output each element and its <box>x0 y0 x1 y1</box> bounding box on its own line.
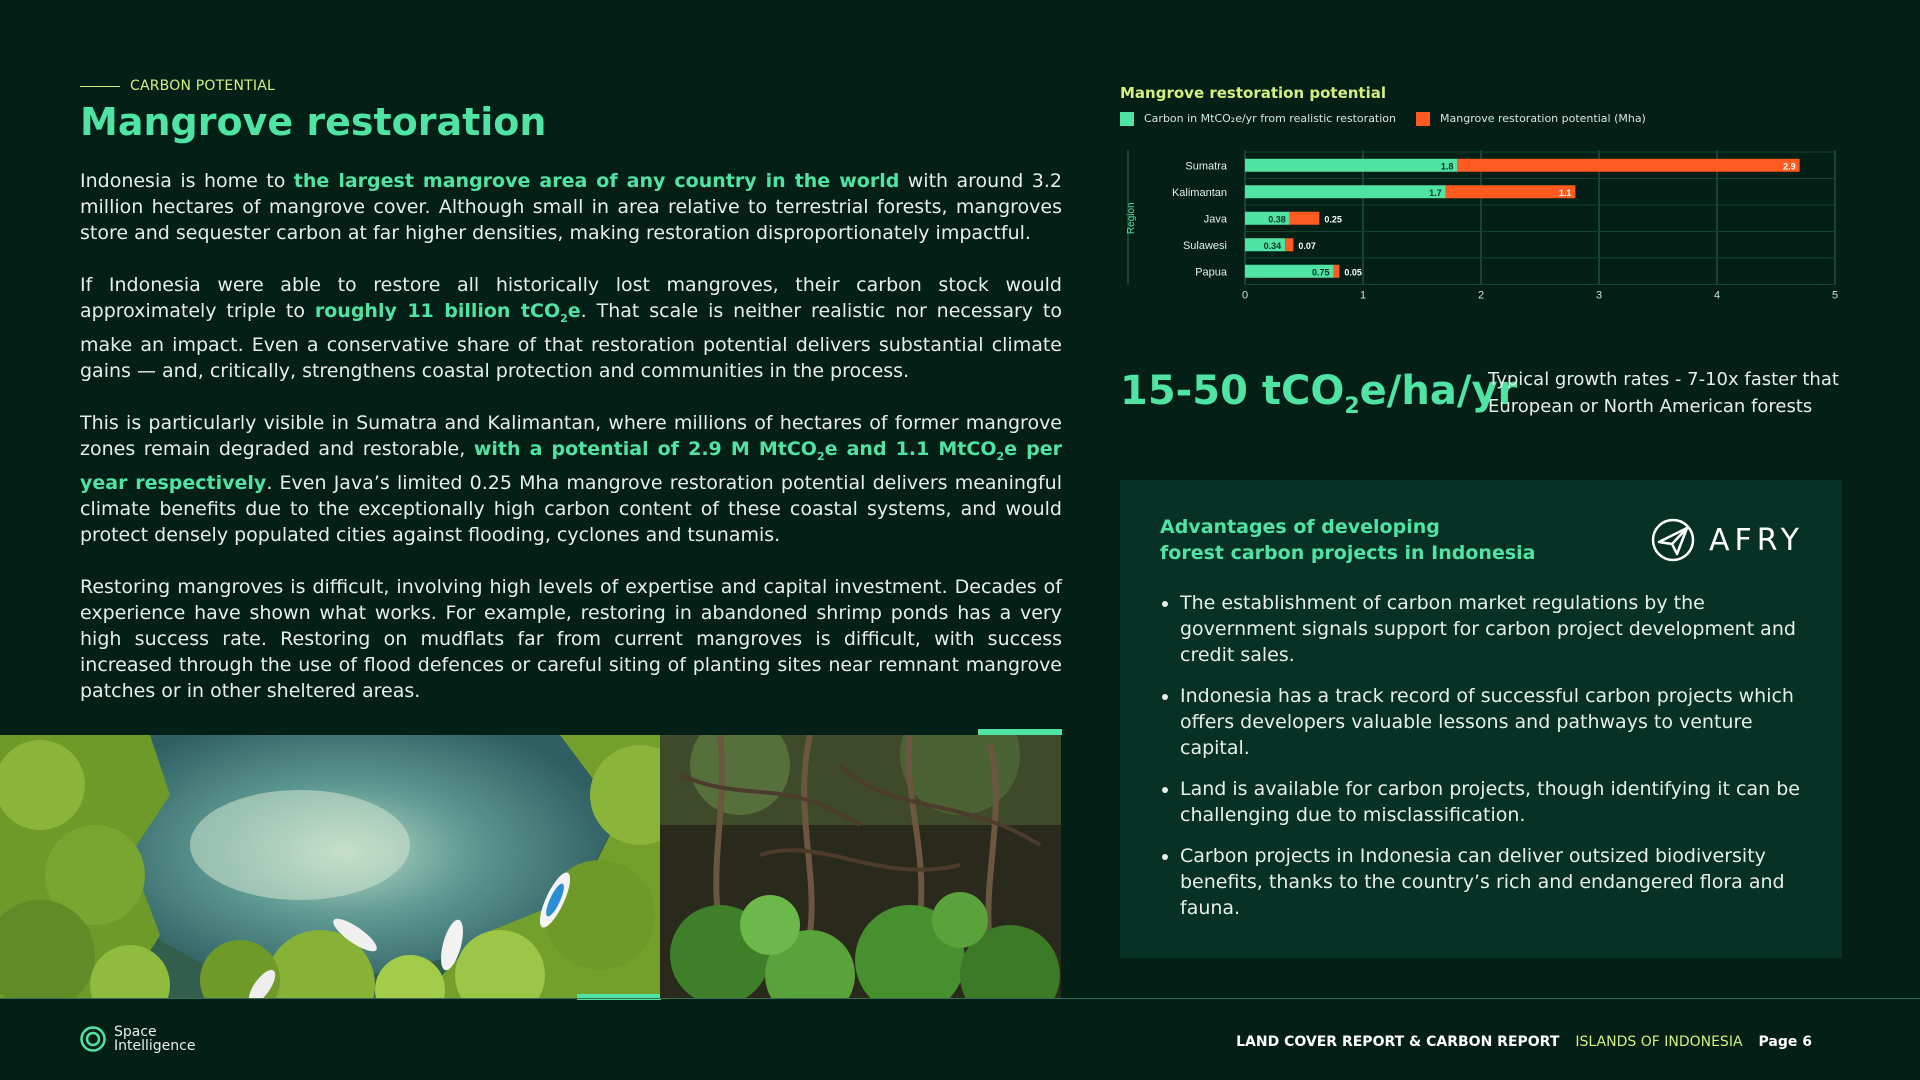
data-label-carbon: 1.8 <box>1440 161 1454 172</box>
advantage-item: • Indonesia has a track record of successful carbon projects which offers developers valuable lessons and pathways to venture capital. <box>1180 683 1820 761</box>
panel-title-line-2: forest carbon projects in Indonesia <box>1160 542 1536 564</box>
paragraph-4: Restoring mangroves is difficult, involving high levels of expertise and capital investment. Decades of experience have shown what works. For example, restoring in abandoned shrimp ponds has a very high success rate. Restoring on mudflats far from current mangroves is difficult, with success increased through the use of flood defences or careful siting of planting sites near remnant mangrove patches or in other sheltered areas. <box>80 575 1062 702</box>
x-tick-label: 1 <box>1359 289 1367 302</box>
panel-title-line-1: Advantages of developing <box>1160 516 1440 538</box>
x-tick-label: 4 <box>1713 289 1721 302</box>
stat-value-sub: 2 <box>1344 394 1360 419</box>
p1-text-a: Indonesia is home to <box>80 170 294 192</box>
logo-line-2: Intelligence <box>114 1038 196 1054</box>
photo-accent-bar-right <box>978 729 1062 735</box>
data-label-carbon: 0.34 <box>1263 240 1282 251</box>
p2-highlight-sub: 2 <box>560 311 568 325</box>
p2-highlight <box>314 300 581 325</box>
mangrove-roots-photo <box>660 735 1061 999</box>
bar-carbon <box>1245 185 1446 198</box>
data-label-potential: 1.1 <box>1558 187 1572 198</box>
legend-item-carbon <box>1120 112 1396 126</box>
data-label-carbon: 1.7 <box>1429 187 1442 198</box>
paragraph-3 <box>80 410 1062 548</box>
paragraph-1 <box>80 168 1062 246</box>
space-intelligence-logo-icon <box>80 1026 106 1052</box>
p3-text-b: . Even Java’s limited 0.25 Mha mangrove restoration potential delivers meaningful climate benefits due to the exceptionally high carbon content of these coastal systems, and would protect densely populated cities against flooding, cyclones and tsunamis. <box>80 471 1062 546</box>
advantage-item: • The establishment of carbon market regulations by the government signals support for carbon project development and credit sales. <box>1180 590 1820 668</box>
category-label: Sumatra <box>1185 160 1227 173</box>
bar-potential <box>1334 265 1340 278</box>
p2-text-b: . That scale is neither realistic nor necessary to make an impact. Even a conservative share of that restoration potential delivers substantial climate gains — and, critically, strengthens coastal protection and communities in the process. <box>80 300 1063 382</box>
x-tick-label: 0 <box>1241 289 1249 302</box>
paragraph-2 <box>80 272 1062 384</box>
section-eyebrow <box>80 78 275 94</box>
bar-chart <box>1120 140 1860 320</box>
p3-sub2: 2 <box>996 449 1005 463</box>
aerial-mangrove-photo <box>0 735 660 999</box>
data-label-potential: 0.07 <box>1298 240 1316 251</box>
legend-swatch-carbon <box>1120 112 1134 126</box>
category-label: Sulawesi <box>1182 239 1227 252</box>
stat-value-pre: 15-50 tCO <box>1120 368 1345 414</box>
page-title: Mangrove restoration <box>80 100 547 144</box>
panel-title <box>1160 514 1535 566</box>
legend-swatch-potential <box>1416 112 1430 126</box>
growth-rate-description: Typical growth rates - 7-10x faster that European or North American forests <box>1488 369 1839 417</box>
x-tick-label: 3 <box>1595 289 1603 302</box>
legend-label-carbon: Carbon in MtCO₂e/yr from realistic restoration <box>1144 112 1397 125</box>
logo-line-1: Space <box>114 1024 157 1040</box>
afry-logo-icon <box>1651 518 1695 562</box>
category-label: Java <box>1203 213 1227 226</box>
logo-wordmark <box>114 1025 195 1053</box>
p3-hl1: with a potential of 2.9 M MtCO <box>473 437 817 460</box>
bar-potential <box>1285 238 1293 251</box>
footer-divider <box>0 998 1920 999</box>
footer-meta <box>1236 1034 1812 1050</box>
p2-highlight-post: e <box>567 300 581 322</box>
p1-highlight: the largest mangrove area of any country in the world <box>293 170 900 192</box>
p3-hl3: e per year respectively <box>80 437 1062 494</box>
footer-section: ISLANDS OF INDONESIA <box>1575 1034 1743 1050</box>
aerial-mangrove-illustration <box>0 735 660 999</box>
p3-sub1: 2 <box>816 449 825 463</box>
advantages-panel <box>1120 480 1842 958</box>
p3-hl2: e and 1.1 MtCO <box>824 437 997 460</box>
photo-accent-bar-left <box>577 994 661 1000</box>
x-tick-label: 2 <box>1477 289 1485 302</box>
bar-carbon <box>1245 159 1457 172</box>
p2-highlight-pre: roughly 11 billion tCO <box>314 300 561 322</box>
legend-item-potential <box>1416 112 1646 126</box>
p2-text-a: If Indonesia were able to restore all historically lost mangroves, their carbon stock would approximately triple to <box>80 274 1062 322</box>
bar-potential <box>1457 159 1799 172</box>
advantage-item: • Carbon projects in Indonesia can deliver outsized biodiversity benefits, thanks to the country’s rich and endangered flora and fauna. <box>1180 843 1820 921</box>
growth-rate-stat <box>1120 368 1517 419</box>
chart-title: Mangrove restoration potential <box>1120 84 1386 102</box>
category-label: Papua <box>1195 266 1227 279</box>
p3-text-a: This is particularly visible in Sumatra and Kalimantan, where millions of hectares of former mangrove zones remain degraded and restorable, <box>80 411 1062 460</box>
advantages-list <box>1160 590 1820 936</box>
body-text <box>80 168 1062 730</box>
data-label-potential: 2.9 <box>1783 161 1796 172</box>
chart-legend <box>1120 112 1646 126</box>
y-axis-label: Region <box>1126 202 1137 235</box>
footer-report-title: LAND COVER REPORT & CARBON REPORT <box>1236 1034 1560 1050</box>
footer-page-number: Page 6 <box>1758 1034 1812 1050</box>
advantage-item: • Land is available for carbon projects, though identifying it can be challenging due to misclassification. <box>1180 776 1820 828</box>
eyebrow-label: CARBON POTENTIAL <box>130 78 275 94</box>
x-tick-label: 5 <box>1831 289 1839 302</box>
stat-value-post: e/ha/yr <box>1359 368 1518 414</box>
data-label-potential: 0.05 <box>1344 267 1362 278</box>
mangrove-roots-illustration <box>660 735 1061 999</box>
bar-potential <box>1290 212 1320 225</box>
legend-label-potential: Mangrove restoration potential (Mha) <box>1440 112 1646 125</box>
eyebrow-line <box>80 86 120 87</box>
space-intelligence-logo <box>80 1025 195 1053</box>
p1-text-b: with around 3.2 million hectares of mangrove cover. Although small in area relative to terrestrial forests, mangroves store and sequester carbon at far higher densities, making restoration disproportionately impactful. <box>80 170 1062 244</box>
afry-logo <box>1651 518 1804 562</box>
data-label-carbon: 0.38 <box>1268 214 1286 225</box>
afry-wordmark: AFRY <box>1708 522 1804 558</box>
category-label: Kalimantan <box>1171 186 1227 199</box>
bar-potential <box>1446 185 1576 198</box>
data-label-potential: 0.25 <box>1324 214 1342 225</box>
data-label-carbon: 0.75 <box>1311 267 1330 278</box>
